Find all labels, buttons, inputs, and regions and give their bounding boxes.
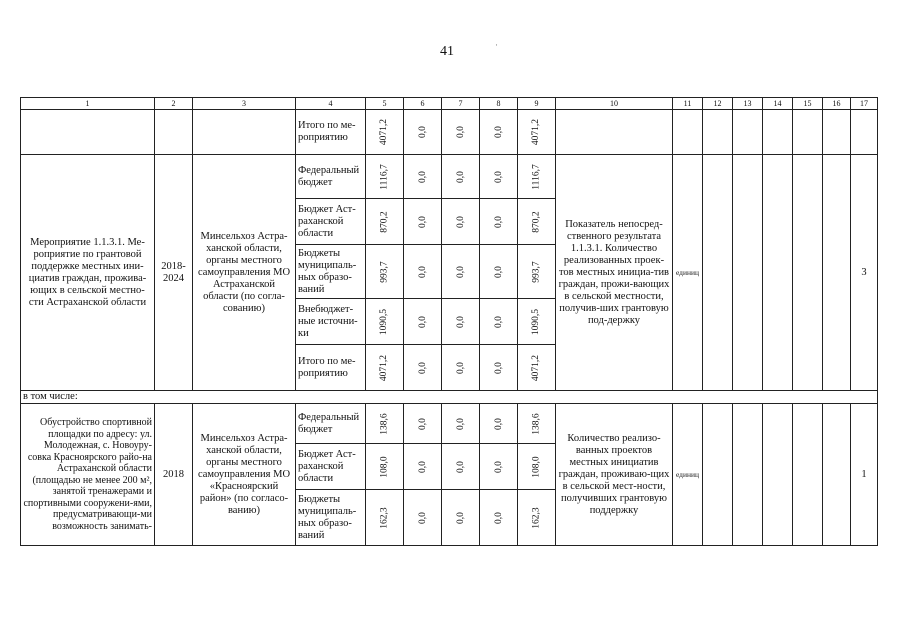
value-cell: 0,0 [480,199,518,245]
col-header: 5 [366,98,404,110]
indicator-text: Количество реализо-ванных проектов местных инициатив граждан, проживаю-щих в сельской мест-ности, получивших грантовую поддержку [556,404,673,546]
value-cell: 162,3 [518,490,556,546]
empty-cell [793,404,823,546]
value-cell: 0,0 [480,404,518,444]
value-cell: 0,0 [442,155,480,199]
empty-cell [793,155,823,391]
value-cell: 0,0 [404,404,442,444]
value-cell: 0,0 [404,199,442,245]
empty-cell [733,155,763,391]
col-header: 6 [404,98,442,110]
event-executor: Минсельхоз Астра-ханской области, органы местного самоуправления МО «Красноярский район» (по согласо-ванию) [193,404,296,546]
col-header: 11 [673,98,703,110]
event-years: 2018 [155,404,193,546]
value-cell: 0,0 [404,345,442,391]
col-header: 3 [193,98,296,110]
value-cell: 4071,2 [366,345,404,391]
column-number-row [21,98,878,110]
table-row [21,155,878,199]
value-cell: 0,0 [480,155,518,199]
empty-cell [703,155,733,391]
col-header: 4 [296,98,366,110]
header-mark: · [495,40,498,50]
funding-source: Итого по ме-роприятию [296,110,366,155]
empty-cell [703,110,733,155]
including-label: в том числе: [21,391,878,404]
value-cell: 162,3 [366,490,404,546]
value-cell: 1116,7 [518,155,556,199]
funding-source: Внебюджет-ные источни-ки [296,299,366,345]
value-cell: 0,0 [480,345,518,391]
value-cell: 0,0 [404,444,442,490]
empty-cell [823,110,851,155]
empty-cell [763,155,793,391]
table-row [21,391,878,404]
empty-cell [673,110,703,155]
col-header: 14 [763,98,793,110]
empty-cell [823,155,851,391]
empty-cell [793,110,823,155]
value-cell: 138,6 [366,404,404,444]
value-cell: 0,0 [480,299,518,345]
funding-source: Бюджет Аст-раханской области [296,444,366,490]
value-cell: 0,0 [442,404,480,444]
col-header: 2 [155,98,193,110]
value-cell: 4071,2 [366,110,404,155]
value-cell: 0,0 [404,110,442,155]
event-name: Мероприятие 1.1.3.1. Ме-роприятие по грантовой поддержке местных ини-циатив граждан, прожива-ющих в сельской местно-сти Астраханской области [21,155,155,391]
col-header: 8 [480,98,518,110]
value-cell: 0,0 [442,199,480,245]
value-cell: 1090,5 [366,299,404,345]
event-executor: Минсельхоз Астра-ханской области, органы местного самоуправления МО Астраханской области (по согла-сованию) [193,155,296,391]
target-value: 1 [851,404,878,546]
value-cell: 0,0 [442,490,480,546]
empty-cell [763,110,793,155]
funding-source: Федеральный бюджет [296,404,366,444]
col-header: 16 [823,98,851,110]
value-cell: 0,0 [480,110,518,155]
empty-cell [763,404,793,546]
funding-source: Бюджеты муниципаль-ных образо-ваний [296,490,366,546]
col-header: 7 [442,98,480,110]
col-header: 17 [851,98,878,110]
empty-cell [733,110,763,155]
value-cell: 4071,2 [518,345,556,391]
value-cell: 0,0 [404,490,442,546]
value-cell: 1116,7 [366,155,404,199]
value-cell: 0,0 [480,444,518,490]
empty-cell [703,404,733,546]
value-cell: 0,0 [404,245,442,299]
event-name: Обустройство спортивной площадки по адресу: ул. Молодежная, с. Новоуру-совка Красноярского райо-на Астраханской области (площадью не менее 200 м², занятой тренажерами и спортивными сооружени-ями, предусматривающи-ми возможность занимать- [21,404,155,546]
value-cell: 0,0 [404,299,442,345]
event-years: 2018-2024 [155,155,193,391]
value-cell: 0,0 [442,299,480,345]
unit-cell: единиц [673,155,703,391]
col-header: 12 [703,98,733,110]
empty-cell [193,110,296,155]
value-cell: 0,0 [404,155,442,199]
empty-cell [851,110,878,155]
funding-source: Итого по ме-роприятию [296,345,366,391]
empty-cell [823,404,851,546]
empty-cell [556,110,673,155]
value-cell: 0,0 [442,110,480,155]
empty-cell [155,110,193,155]
value-cell: 108,0 [518,444,556,490]
value-cell: 138,6 [518,404,556,444]
value-cell: 0,0 [480,490,518,546]
col-header: 1 [21,98,155,110]
program-table [20,97,878,546]
value-cell: 0,0 [480,245,518,299]
value-cell: 1090,5 [518,299,556,345]
empty-cell [733,404,763,546]
value-cell: 993,7 [518,245,556,299]
table-row [21,404,878,444]
col-header: 10 [556,98,673,110]
value-cell: 108,0 [366,444,404,490]
indicator-text: Показатель непосред-ственного результата 1.1.3.1. Количество реализованных проек-тов местных инициа-тив граждан, прожи-вающих в сельской местности, получив-ших грантовую под-держку [556,155,673,391]
col-header: 15 [793,98,823,110]
empty-cell [21,110,155,155]
value-cell: 870,2 [518,199,556,245]
funding-source: Федеральный бюджет [296,155,366,199]
value-cell: 870,2 [366,199,404,245]
unit-cell: единиц [673,404,703,546]
value-cell: 0,0 [442,345,480,391]
value-cell: 993,7 [366,245,404,299]
funding-source: Бюджеты муниципаль-ных образо-ваний [296,245,366,299]
value-cell: 0,0 [442,245,480,299]
value-cell: 4071,2 [518,110,556,155]
table-row [21,110,878,155]
funding-source: Бюджет Аст-раханской области [296,199,366,245]
col-header: 9 [518,98,556,110]
target-value: 3 [851,155,878,391]
page-number: 41 [440,44,454,59]
col-header: 13 [733,98,763,110]
value-cell: 0,0 [442,444,480,490]
